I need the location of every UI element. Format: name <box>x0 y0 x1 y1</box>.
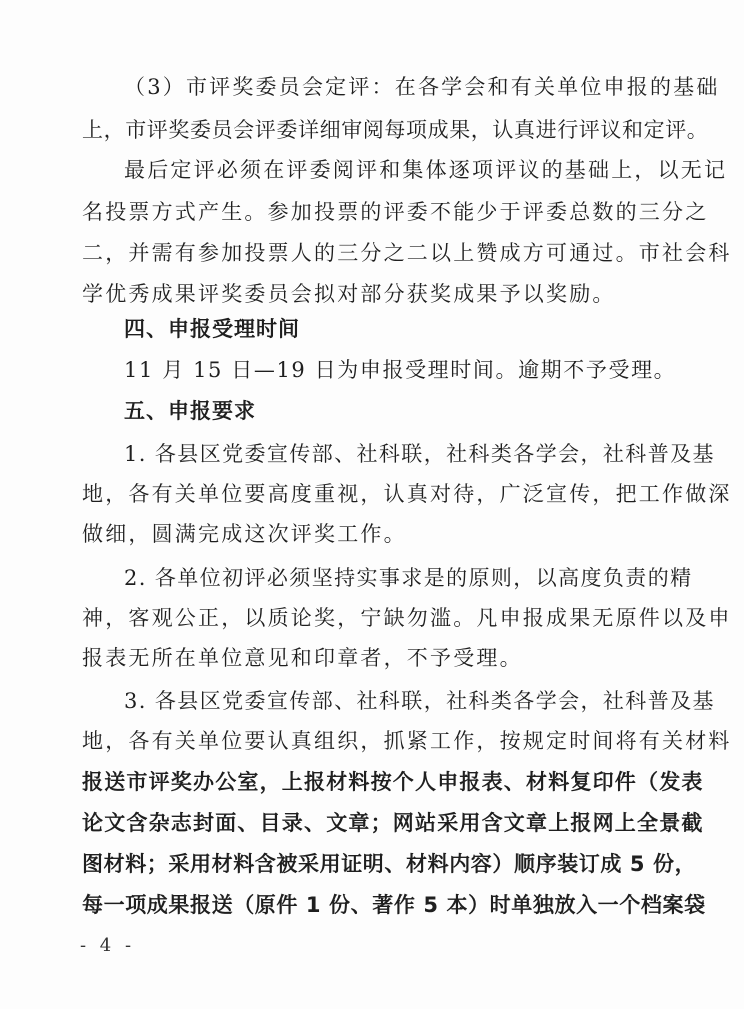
paragraph-line: 1. 各县区党委宣传部、社科联，社科类各学会，社科普及基 <box>124 442 715 466</box>
paragraph-line: 名投票方式产生。参加投票的评委不能少于评委总数的三分之 <box>82 200 709 224</box>
paragraph-line: 二，并需有参加投票人的三分之二以上赞成方可通过。市社会科 <box>82 241 732 265</box>
paragraph-line: 地，各有关单位要认真组织，抓紧工作，按规定时间将有关材料 <box>82 729 732 753</box>
paragraph-line: （3）市评奖委员会定评：在各学会和有关单位申报的基础 <box>124 75 720 99</box>
paragraph-line: 每一项成果报送（原件 1 份、著作 5 本）时单独放入一个档案袋 <box>82 893 706 917</box>
paragraph-line: 最后定评必须在评委阅评和集体逐项评议的基础上，以无记 <box>124 158 728 182</box>
paragraph-line: 11 月 15 日—19 日为申报受理时间。逾期不予受理。 <box>124 358 677 382</box>
paragraph-line: 学优秀成果评奖委员会拟对部分获奖成果予以奖励。 <box>82 282 616 306</box>
paragraph-line: 2. 各单位初评必须坚持实事求是的原则，以高度负责的精 <box>124 566 693 590</box>
paragraph-line: 论文含杂志封面、目录、文章；网站采用含文章上报网上全景截 <box>82 811 704 835</box>
paragraph-line: 上，市评奖委员会评委详细审阅每项成果，认真进行评议和定评。 <box>82 118 709 142</box>
paragraph-line: 报送市评奖办公室，上报材料按个人申报表、材料复印件（发表 <box>82 770 704 794</box>
paragraph-line: 地，各有关单位要高度重视，认真对待，广泛宣传，把工作做深 <box>82 482 732 506</box>
paragraph-line: 3. 各县区党委宣传部、社科联，社科类各学会，社科普及基 <box>124 689 715 713</box>
paragraph-line: 神，客观公正，以质论奖，宁缺勿滥。凡申报成果无原件以及申 <box>82 606 732 630</box>
section-heading: 五、申报要求 <box>124 399 256 423</box>
paragraph-line: 图材料；采用材料含被采用证明、材料内容）顺序装订成 5 份， <box>82 852 697 876</box>
paragraph-line: 报表无所在单位意见和印章者，不予受理。 <box>82 646 523 670</box>
page-number: - 4 - <box>80 935 136 956</box>
paragraph-line: 做细，圆满完成这次评奖工作。 <box>82 522 407 546</box>
section-heading: 四、申报受理时间 <box>124 317 300 341</box>
